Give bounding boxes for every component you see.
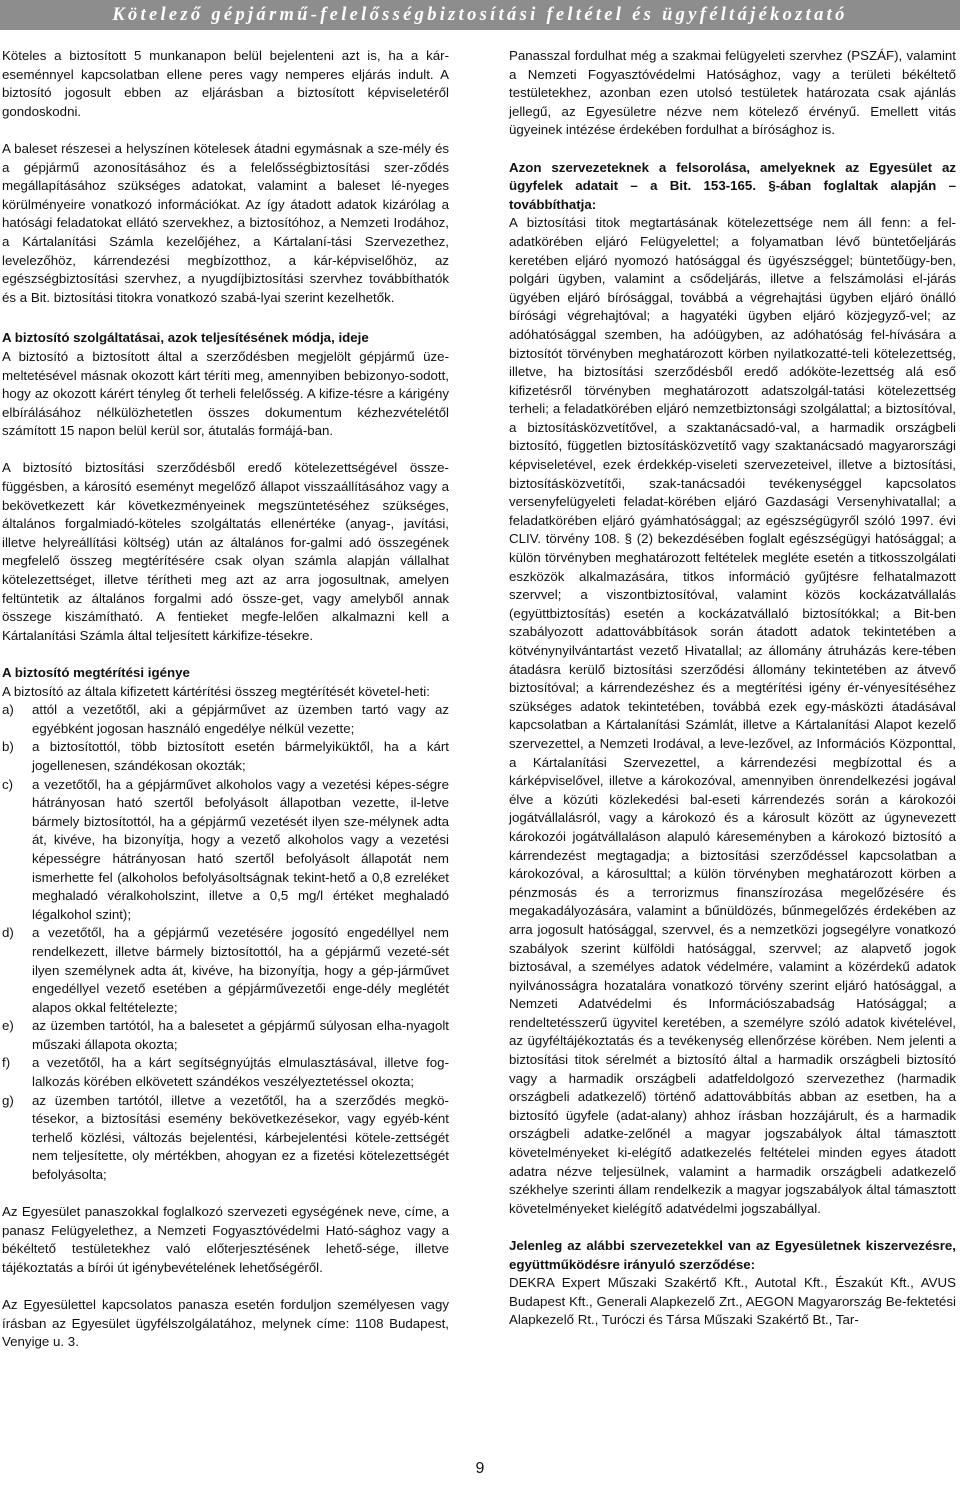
paragraph: A biztosító biztosítási szerződésből eredő kötelezettségével össze-függésben, a károsító eseményt megelőző állapot visszaállításához vagy a bekövetkezett kár következményeinek megszüntetéséhez szükséges, általános forgalmiadó-köteles szolgáltatás ellenértéke (anyag-, javítási, illetve helyreállítási költség) után az általános for-galmi adó összegének megfelelő összeg megtérítésére csak olyan számla alapján vállalhat kötelezettséget, illetve térítheti meg azt az arra jogosultnak, amelyen feltüntetik az általános forgalmi adó össze-get, vagy amelyből annak összege kiszámítható. A fentieket megfe-lelően alkalmazni kell a Kártalanítási Számla által teljesített kárkifize-tésekre. xyxy=(2,460,449,643)
list-item xyxy=(2,1017,449,1054)
paragraph: Köteles a biztosított 5 munkanapon belül bejelenteni azt is, ha a kár-eseménnyel kapcsolatban ellene peres vagy nemperes eljárás indult. A biztosító jogosult ebben az eljárásban a biztosított képviseletéről gondoskodni. xyxy=(2,48,449,119)
paragraph: Az Egyesület panaszokkal foglalkozó szervezeti egységének neve, címe, a panasz Felügyelethez, a Nemzeti Fogyasztóvédelmi Ható-sághoz vagy a békéltető testületekhez való előterjesztésének lehető-sége, illetve tájékoztatás a bírói út igénybevételének lehetőségéről. xyxy=(2,1204,449,1275)
list-item xyxy=(2,924,449,1017)
list-text: attól a vezetőtől, aki a gépjárművet az üzemben tartó vagy az egyébként jogosan használó engedélye nélkül vezette; xyxy=(32,702,449,736)
list-letter: f) xyxy=(2,1055,11,1071)
paragraph: A biztosító az általa kifizetett kártérítési összeg megtérítését követel-heti: xyxy=(2,683,430,699)
header-title: Kötelező gépjármű-felelősségbiztosítási feltétel és ügyféltájékoztató xyxy=(112,4,848,25)
section-heading: A biztosító megtérítési igénye xyxy=(2,665,190,680)
paragraph: A baleset részesei a helyszínen kötelesek átadni egymásnak a sze-mély és a gépjármű azonosításához és a felelősségbiztosítási szer-ződés megállapításához szükséges adatokat, valamint a baleset lé-nyeges körülményeire vonatkozó információkat. Az így átadott adatok kizárólag a hatósági feladatokat ellátó szervekhez, a biztosítóhoz, a Nemzeti Irodához, a Kártalanítási Számla kezelőjéhez, a Kártalaní-tási Szervezethez, levelezőhöz, kárrendezési megbízotthoz, a kár-képviselőhöz, az egészségbiztosítási szervhez, a nyugdíjbiztosítási szervhez továbbíthatók és a Bit. biztosítási titokra vonatkozó szabá-lyai szerint kezelhetők. xyxy=(2,140,449,305)
list-item xyxy=(2,701,449,738)
list-text: az üzemben tartótól, illetve a vezetőtől, ha a szerződés megkö-tésekor, a biztosítási esemény bekövetkezésekor, vagy egyéb-ként terhelő közlési, változás bejelentési, kárbejelentési kötele-zettségét nem teljesítette, oly mértékben, ahogyan ez a fizetési kötelezettségét befolyásolta; xyxy=(32,1092,449,1183)
list-text: a biztosítottól, több biztosított esetén bármelyiküktől, ha a kárt jogellenesen, szándékosan okozták; xyxy=(32,739,449,773)
list-letter: e) xyxy=(2,1018,14,1034)
paragraph: Az Egyesülettel kapcsolatos panasza esetén forduljon személyesen vagy írásban az Egyesület ügyfélszolgálatához, melynek címe: 1108 Budapest, Venyige u. 3. xyxy=(2,1297,449,1350)
page-header xyxy=(0,0,960,30)
section-heading: A biztosító szolgáltatásai, azok teljesítésének módja, ideje xyxy=(2,330,369,346)
section-heading: Azon szervezeteknek a felsorolása, amelyeknek az Egyesület az ügyfelek adatait – a Bit. 153-165. §-ában foglaltak alapján – továbbíthatja: xyxy=(509,159,956,212)
paragraph: A biztosító a biztosított által a szerződésben megjelölt gépjármű üze-meltetésével másnak okozott kárt téríti meg, amennyiben bebizonyo-sodott, hogy az okozott kárért tényleg őt terheli felelősség. A kifize-tésre a kárigény elbírálásához nélkülözhetetlen összes dokumentum kézhezvételétől számított 15 napon belül kerül sor, átutalás formájá-ban. xyxy=(2,348,449,439)
paragraph: A biztosítási titok megtartásának kötelezettsége nem áll fenn: a fel-adatkörében eljáró Felügyelettel; a folyamatban lévő büntetőeljárás keretében eljáró nyomozó hatósággal és ügyészséggel; büntetőügy-ben, polgári ügyben, valamint a csődeljárás, illetve a felszámolási el-járás ügyében eljáró bírósággal, továbbá a végrehajtási ügyben eljáró önálló bírósági végrehajtóval; a hagyatéki ügyben eljáró közjegyző-vel; az adóhatósággal szemben, ha adóügyben, az adóhatóság fel-hívására a biztosítót törvényben meghatározott körben nyilatkozatté-teli kötelezettség, illetve, ha biztosítási szerződésből eredő adóköte-lezettség alá eső kifizetésről törvényben meghatározott adatszolgál-tatási kötelezettség terheli; a feladatkörében eljáró nemzetbiztonsági szolgálattal; a biztosítóval, a biztosításközvetítővel, a szaktanácsadó-val, a harmadik országbeli biztosító, független biztosításközvetítő vagy szaktanácsadó magyarországi képviseletével, ezek érdekkép-viseleti szervezeteivel, illetve a biztosítási, biztosításközvetítői, szak-tanácsadói tevékenységgel kapcsolatos versenyfelügyeleti feladat-körében eljáró Gazdasági Versenyhivatallal; a feladatkörében eljáró gyámhatósággal; az egészségügyről szóló 1997. évi CLIV. törvény 108. § (2) bekezdésében foglalt egészségügyi hatósággal; a külön törvényben meghatározott feltételek megléte esetén a titkosszolgálati eszközök alkalmazására, titkos információ gyűjtésre felhatalmazott szervvel; a viszontbiztosítóval, valamint közös kockázatvállalás (együttbiztosítás) esetén a kockázatvállaló biztosítókkal; a Bit-ben szabályozott adattovábbítások során átadott adatok tekintetében a kötvénynyilvántartást vezető Hivatallal; az állomány átruházás kere-tében átadásra kerülő biztosítási szerződési állomány tekintetében az átvevő biztosítóval; a kárrendezéshez és a megtérítési igény ér-vényesítéséhez szükséges adatok tekintetében, továbbá ezek egy-másközti átadásával kapcsolatban a Kártalanítási Számlát, illetve a Kártalanítási Alapot kezelő szervezettel, a Nemzeti Irodával, a leve-lezővel, az Információs Központtal, a Kártalanítási Szervezettel, a kárrendezési megbízottal és a kárképviselővel, illetve a károkozóval, amennyiben önrendelkezési jogával élve a közúti közlekedési bal-eseti kárrendezés során a károkozói jogátvállalásról, vagy a károkozó és a károsult között az úgynevezett károkozói jogátvállaláson alapuló káreseményben a károkozó biztosító a kárrendezést megtagadja; a biztosítási szerződéssel kapcsolatban a károkozóval, a károsulttal; a külön törvényben meghatározott körben a pénzmosás és a terrorizmus finanszírozása megelőzésére és megakadályozására, valamint a bűnüldözés, bűnmegelőzés érdekében az arra jogosult hatósággal, szervvel, és a nemzetközi jogsegélyre vonatkozó szabályok szerint külföldi hatósággal, szervvel; az alapvető jogok biztosával, a személyes adatok védelmére, valamint a közérdekű adatok nyilvánosságra hozatalára vonatkozó törvény szerint eljáró hatósággal, a Nemzeti Adatvédelmi és Információszabadság Hatósággal; a rendeltetésszerű ügyvitel keretében, a személyre szóló adatok kivételével, az ügyféltájékoztatás és a tevékenység ellenőrzése körében. Nem jelenti a biztosítási titok sérelmét a biztosító által a harmadik országbeli biztosító vagy a harmadik országbeli adatfeldolgozó szervezethez (harmadik országbeli adatkezelő) történő adattovábbítás abban az esetben, ha a biztosító ügyfele (adat-alany) ahhoz írásban hozzájárult, és a harmadik országbeli adatke-zelőnél a magyar jogszabályok által támasztott követelményeket ki-elégítő adatkezelés feltételei minden egyes átadott adatra nézve teljesülnek, valamint a harmadik országbeli adatkezelő székhelye szerinti állam rendelkezik a magyar jogszabályok által támasztott követelményeket kielégítő adatvédelmi jogszabállyal. xyxy=(509,215,956,1216)
list-letter: d) xyxy=(2,925,14,941)
paragraph: Panasszal fordulhat még a szakmai felügyeleti szervhez (PSZÁF), valamint a Nemzeti Fogyasztóvédelmi Hatósághoz, vagy a területi békéltető testületekhez, azonban ezen utolsó testületek határozata csak ajánlás jellegű, az Egyesületre nézve nem kötelező érvényű. Emellett vitás ügyeinek intézése érdekében fordulhat a bírósághoz is. xyxy=(509,48,956,138)
list-item xyxy=(2,738,449,775)
list-text: az üzemben tartótól, ha a balesetet a gépjármű súlyosan elha-nyagolt műszaki állapota okozta; xyxy=(32,1018,449,1052)
right-column xyxy=(509,47,956,1330)
list-letter: a) xyxy=(2,702,14,718)
recourse-list xyxy=(2,701,449,1184)
page-number: 9 xyxy=(475,1460,485,1477)
left-column xyxy=(2,47,449,1352)
list-text: a vezetőtől, ha a kárt segítségnyújtás elmulasztásával, illetve fog-lalkozás körében elkövetett szándékos veszélyeztetéssel okozta; xyxy=(32,1055,449,1090)
paragraph: DEKRA Expert Műszaki Szakértő Kft., Autotal Kft., Északút Kft., AVUS Budapest Kft., Generali Alapkezelő Zrt., AEGON Magyarország Be-fektetési Alapkezelő Rt., Turóczi és Társa Műszaki Szakértő Bt., Tar- xyxy=(509,1275,956,1328)
list-letter: g) xyxy=(2,1092,14,1108)
list-letter: b) xyxy=(2,739,14,755)
list-text: a vezetőtől, ha a gépjármű vezetésére jogosító engedéllyel nem rendelkezett, illetve bármely biztosítottól, ha a gépjármű vezeté-sét ilyen személynek adta át, kivéve, ha bizonyítja, hogy a gép-járművet engedéllyel vezető esetében a gépjárművezetői enge-dély meglétét alapos okkal feltételezte; xyxy=(32,925,449,1015)
list-letter: c) xyxy=(2,776,14,792)
list-item xyxy=(2,1092,449,1185)
list-item xyxy=(2,1054,449,1091)
list-text: a vezetőtől, ha a gépjárművet alkoholos vagy a vezetési képes-ségre hátrányosan ható szertől befolyásolt állapotban vezette, il-letve bármely biztosítottól, ha a gépjármű vezetését ilyen sze-mélynek adta át, kivéve, ha bizonyítja, hogy a vezető alkoholos vagy a vezetési képességre hátrányosan ható szertől befolyásolt állapotát nem ismerhette fel (alkoholos befolyásoltságnak tekint-hető a 0,8 ezreléket meghaladó véralkoholszint, illetve a 0,5 mg/l értéket meghaladó légalkohol szint); xyxy=(32,776,449,922)
list-item xyxy=(2,776,449,925)
section-heading: Jelenleg az alábbi szervezetekkel van az Egyesületnek kiszervezésre, együttműködésre irányuló szerződése: xyxy=(509,1238,956,1272)
